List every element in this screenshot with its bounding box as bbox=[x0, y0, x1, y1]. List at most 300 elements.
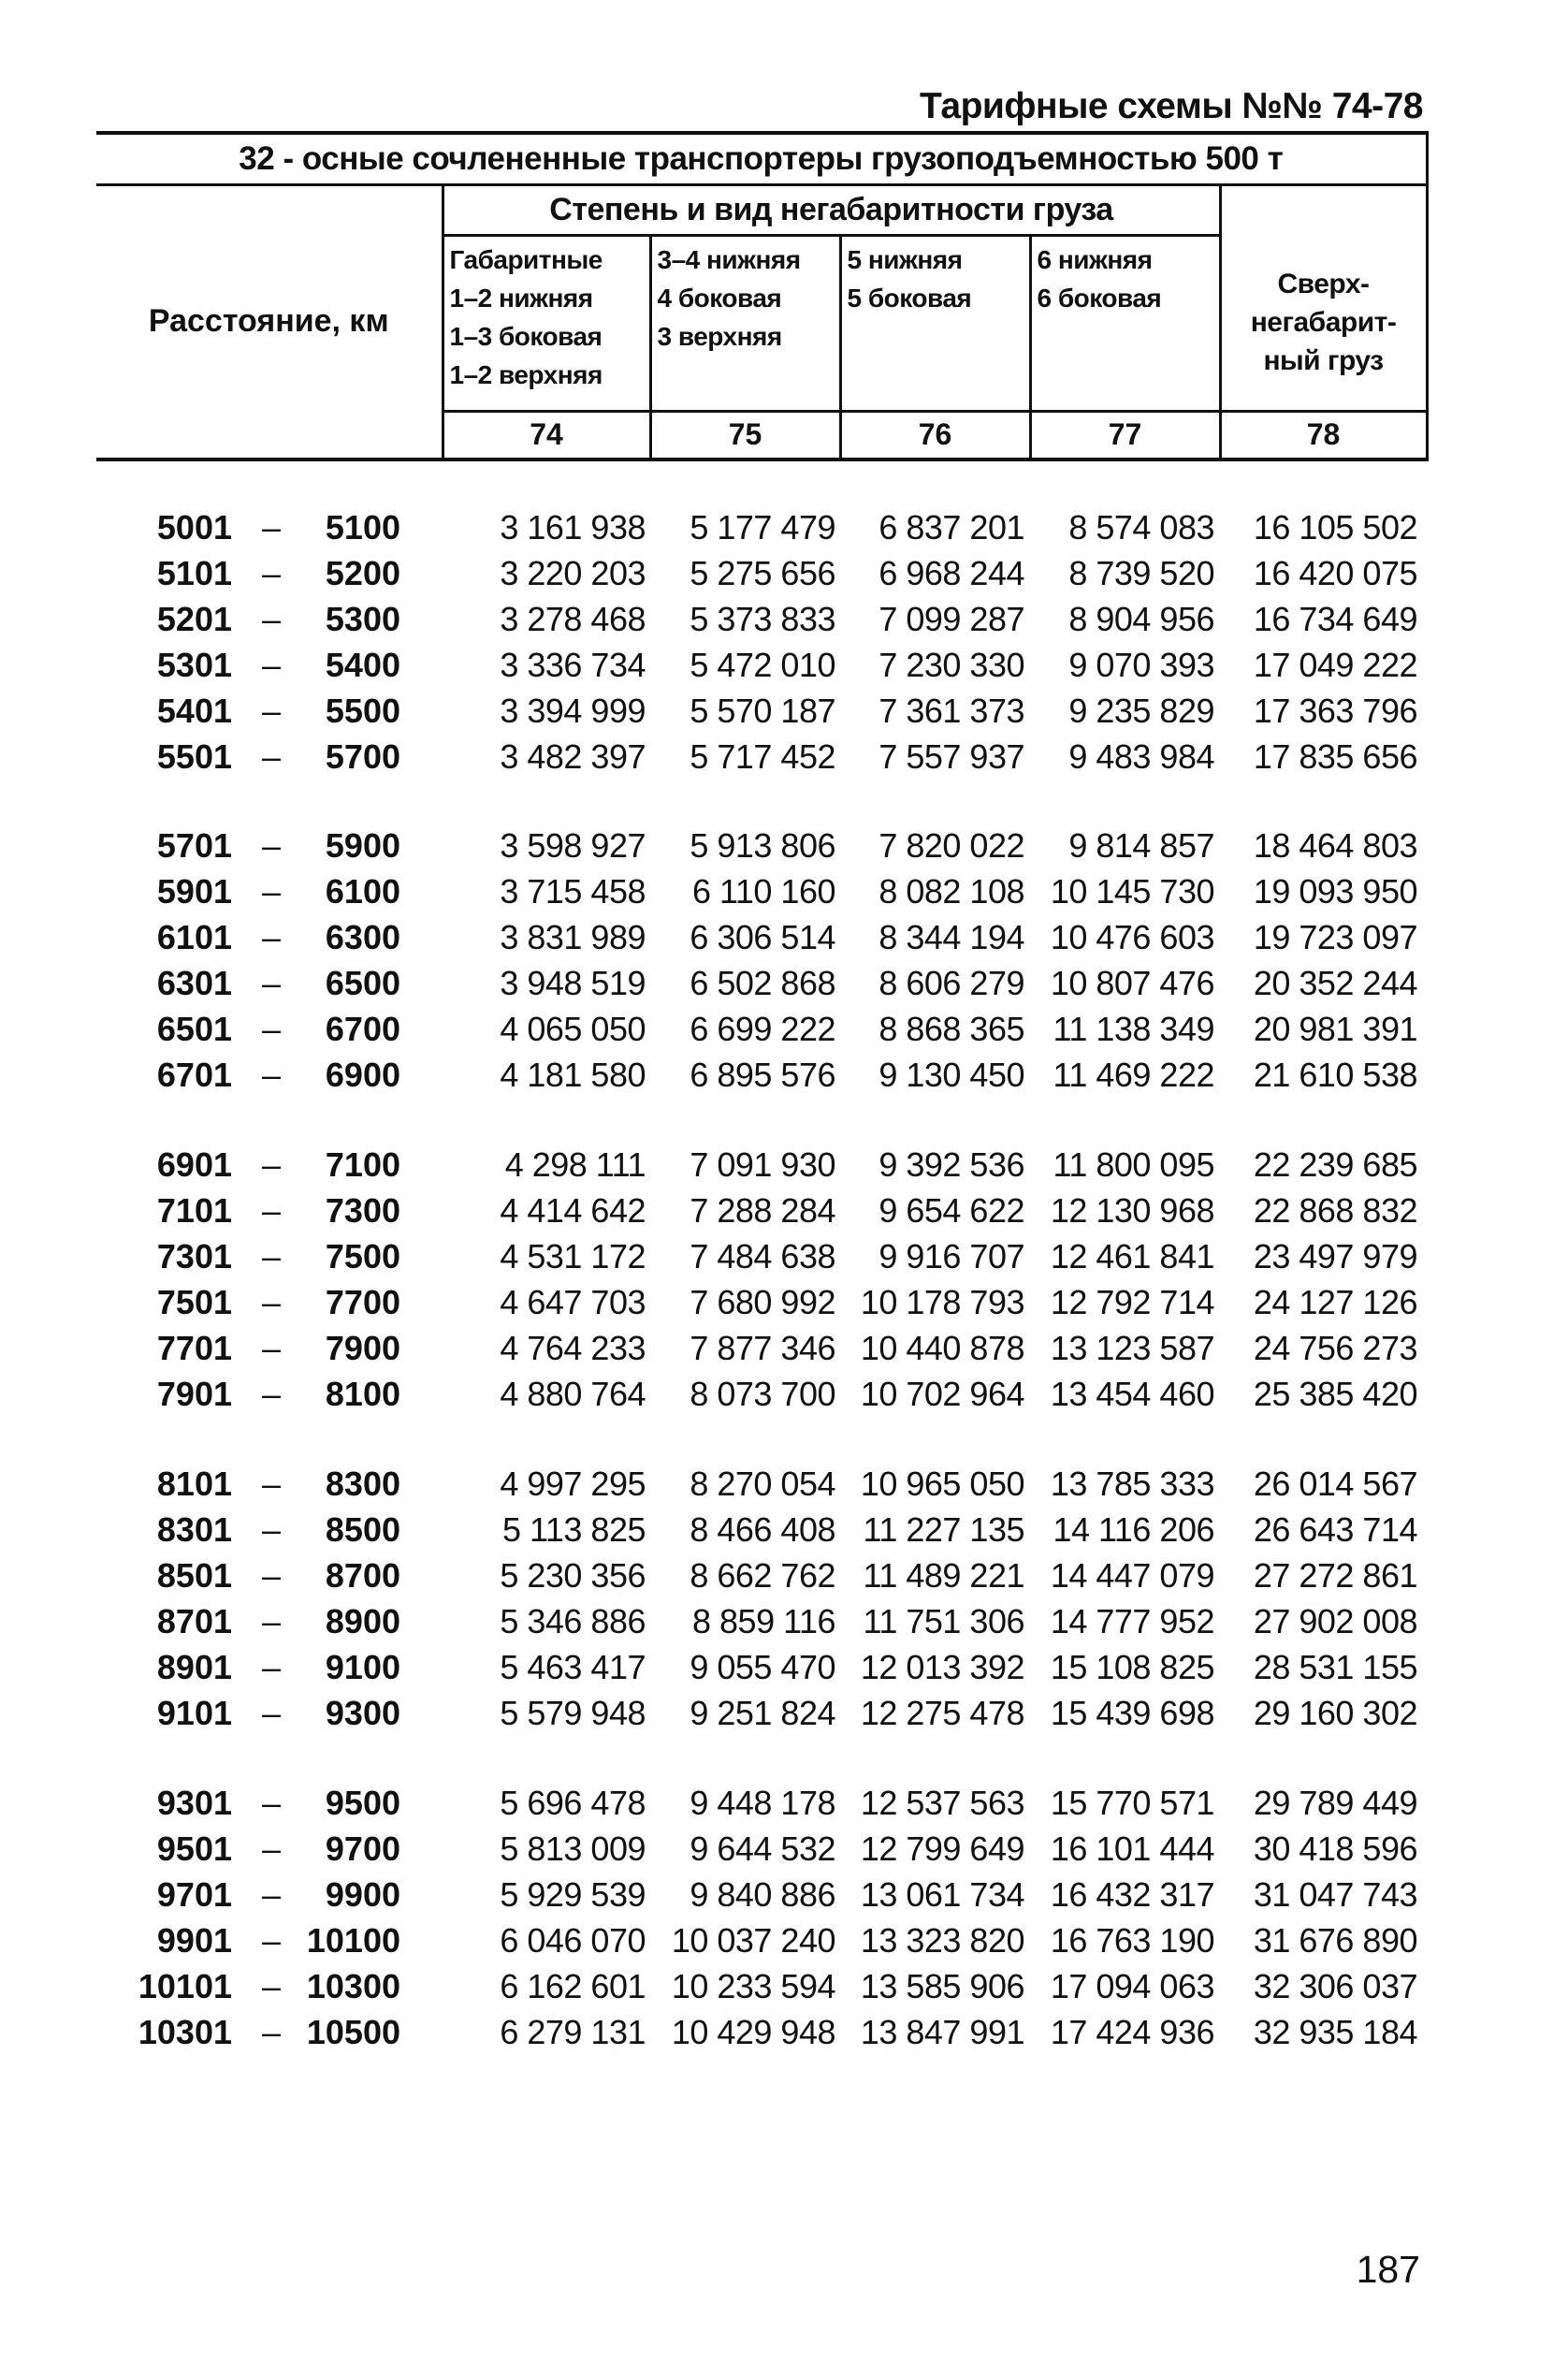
table-row bbox=[0, 2010, 1568, 2055]
tariff-76: 8 868 365 bbox=[878, 1010, 1024, 1048]
distance-from: 9701 bbox=[156, 1875, 232, 1914]
tariff-78: 25 385 420 bbox=[1253, 1375, 1417, 1413]
tariff-78: 16 105 502 bbox=[1253, 508, 1417, 547]
distance-to: 6700 bbox=[325, 1010, 400, 1048]
distance-to: 10300 bbox=[306, 1967, 400, 2005]
distance-from: 7101 bbox=[156, 1191, 232, 1230]
range-dash: – bbox=[262, 1510, 282, 1549]
tariff-74: 5 346 886 bbox=[500, 1602, 646, 1640]
range-dash: – bbox=[262, 646, 282, 684]
tariff-75: 5 913 806 bbox=[690, 826, 835, 865]
distance-to: 8500 bbox=[325, 1510, 400, 1549]
tariff-76: 7 230 330 bbox=[878, 646, 1024, 684]
tariff-77: 9 483 984 bbox=[1068, 737, 1214, 776]
tariff-78: 32 306 037 bbox=[1253, 1967, 1417, 2005]
tariff-74: 3 598 927 bbox=[500, 826, 646, 865]
tariff-78: 27 902 008 bbox=[1253, 1602, 1417, 1640]
distance-to: 8900 bbox=[325, 1602, 400, 1640]
tariff-77: 9 814 857 bbox=[1068, 826, 1214, 865]
tariff-75: 9 840 886 bbox=[690, 1875, 835, 1914]
distance-from: 9301 bbox=[156, 1784, 232, 1822]
tariff-75: 5 570 187 bbox=[690, 692, 835, 730]
tariff-77: 9 070 393 bbox=[1068, 646, 1214, 684]
distance-to: 7300 bbox=[325, 1191, 400, 1230]
tariff-75: 5 177 479 bbox=[690, 508, 835, 547]
distance-to: 7700 bbox=[325, 1283, 400, 1321]
tariff-78: 20 981 391 bbox=[1253, 1010, 1417, 1048]
distance-from: 5301 bbox=[156, 646, 232, 684]
tariff-78: 28 531 155 bbox=[1253, 1648, 1417, 1686]
distance-to: 5200 bbox=[325, 554, 400, 592]
tariff-74: 3 161 938 bbox=[500, 508, 646, 547]
tariff-76: 12 275 478 bbox=[860, 1694, 1024, 1732]
tariff-75: 10 429 948 bbox=[671, 2013, 835, 2051]
table-row bbox=[0, 1188, 1568, 1233]
tariff-75: 7 288 284 bbox=[690, 1191, 835, 1230]
category-line: 3 верхняя bbox=[657, 321, 782, 351]
distance-from: 8501 bbox=[156, 1556, 232, 1595]
tariff-77: 14 447 079 bbox=[1050, 1556, 1214, 1595]
tariff-78: 31 676 890 bbox=[1253, 1921, 1417, 1960]
table-row bbox=[0, 735, 1568, 780]
tariff-75: 8 662 762 bbox=[690, 1556, 835, 1595]
distance-to: 5500 bbox=[325, 692, 400, 730]
distance-to: 8100 bbox=[325, 1375, 400, 1413]
table-row bbox=[0, 824, 1568, 868]
tariff-75: 6 306 514 bbox=[690, 918, 835, 956]
category-line: 6 боковая bbox=[1037, 283, 1162, 313]
tariff-78: 19 723 097 bbox=[1253, 918, 1417, 956]
range-dash: – bbox=[262, 692, 282, 730]
distance-from: 5101 bbox=[156, 554, 232, 592]
distance-from: 10301 bbox=[138, 2013, 232, 2051]
tariff-77: 9 235 829 bbox=[1068, 692, 1214, 730]
range-dash: – bbox=[262, 1010, 282, 1048]
tariff-76: 7 820 022 bbox=[878, 826, 1024, 865]
tariff-74: 5 113 825 bbox=[502, 1510, 646, 1549]
distance-to: 9500 bbox=[325, 1784, 400, 1822]
category-line: 3–4 нижняя bbox=[657, 244, 801, 274]
category-line: 4 боковая bbox=[657, 283, 782, 313]
range-dash: – bbox=[262, 1145, 282, 1184]
range-dash: – bbox=[262, 964, 282, 1002]
page-number: 187 bbox=[1356, 2248, 1420, 2291]
distance-to: 9100 bbox=[325, 1648, 400, 1686]
range-dash: – bbox=[262, 554, 282, 592]
table-row bbox=[0, 1280, 1568, 1325]
table-row bbox=[0, 505, 1568, 550]
tariff-78: 24 127 126 bbox=[1253, 1283, 1417, 1321]
range-dash: – bbox=[262, 1694, 282, 1732]
tariff-78: 22 868 832 bbox=[1253, 1191, 1417, 1230]
distance-from: 8901 bbox=[156, 1648, 232, 1686]
tariff-74: 4 647 703 bbox=[500, 1283, 646, 1321]
range-dash: – bbox=[262, 1556, 282, 1595]
distance-to: 7900 bbox=[325, 1329, 400, 1367]
tariff-78: 18 464 803 bbox=[1253, 826, 1417, 865]
range-dash: – bbox=[262, 1191, 282, 1230]
category-header-76 bbox=[840, 235, 1030, 411]
tariff-76: 11 751 306 bbox=[863, 1602, 1024, 1640]
tariff-76: 13 323 820 bbox=[860, 1921, 1024, 1960]
tariff-77: 15 108 825 bbox=[1050, 1648, 1214, 1686]
distance-to: 6100 bbox=[325, 872, 400, 911]
distance-from: 8101 bbox=[156, 1465, 232, 1503]
tariff-75: 10 233 594 bbox=[671, 1967, 835, 2005]
distance-from: 9501 bbox=[156, 1829, 232, 1868]
category-header-74 bbox=[443, 235, 650, 411]
distance-from: 9901 bbox=[156, 1921, 232, 1960]
tariff-76: 10 965 050 bbox=[860, 1465, 1024, 1503]
tariff-78: 16 734 649 bbox=[1253, 600, 1417, 638]
table-row bbox=[0, 1645, 1568, 1690]
table-row bbox=[0, 1372, 1568, 1417]
distance-to: 9700 bbox=[325, 1829, 400, 1868]
tariff-76: 9 130 450 bbox=[878, 1056, 1024, 1094]
category-line: Габаритные bbox=[449, 244, 603, 274]
tariff-74: 5 463 417 bbox=[500, 1648, 646, 1686]
distance-from: 6701 bbox=[156, 1056, 232, 1094]
tariff-75: 5 472 010 bbox=[690, 646, 835, 684]
tariff-78: 20 352 244 bbox=[1253, 964, 1417, 1002]
tariff-77: 8 904 956 bbox=[1068, 600, 1214, 638]
tariff-75: 7 877 346 bbox=[690, 1329, 835, 1367]
category-line: 1–3 боковая bbox=[449, 321, 603, 351]
category-header-75 bbox=[650, 235, 840, 411]
tariff-78: 17 049 222 bbox=[1253, 646, 1417, 684]
tariff-75: 7 484 638 bbox=[690, 1237, 835, 1275]
scheme-number-75: 75 bbox=[650, 411, 840, 459]
category-line: 1–2 верхняя bbox=[449, 359, 603, 389]
tariff-77: 10 807 476 bbox=[1050, 964, 1214, 1002]
table-row bbox=[0, 869, 1568, 914]
distance-from: 10101 bbox=[138, 1967, 232, 2005]
range-dash: – bbox=[262, 508, 282, 547]
distance-from: 7901 bbox=[156, 1375, 232, 1413]
category-line: Сверх- bbox=[1277, 268, 1370, 299]
distance-from: 6301 bbox=[156, 964, 232, 1002]
distance-from: 7701 bbox=[156, 1329, 232, 1367]
tariff-75: 9 055 470 bbox=[690, 1648, 835, 1686]
tariff-75: 9 251 824 bbox=[690, 1694, 835, 1732]
tariff-75: 8 073 700 bbox=[690, 1375, 835, 1413]
tariff-77: 12 130 968 bbox=[1050, 1191, 1214, 1230]
tariff-77: 17 424 936 bbox=[1050, 2013, 1214, 2051]
tariff-77: 8 739 520 bbox=[1068, 554, 1214, 592]
tariff-75: 6 502 868 bbox=[690, 964, 835, 1002]
tariff-74: 3 948 519 bbox=[500, 964, 646, 1002]
tariff-74: 4 414 642 bbox=[500, 1191, 646, 1230]
tariff-75: 7 091 930 bbox=[690, 1145, 835, 1184]
tariff-78: 21 610 538 bbox=[1253, 1056, 1417, 1094]
tariff-74: 4 181 580 bbox=[500, 1056, 646, 1094]
table-row bbox=[0, 961, 1568, 1006]
range-dash: – bbox=[262, 1875, 282, 1914]
distance-from: 5901 bbox=[156, 872, 232, 911]
range-dash: – bbox=[262, 1375, 282, 1413]
tariff-75: 8 466 408 bbox=[690, 1510, 835, 1549]
tariff-74: 5 696 478 bbox=[500, 1784, 646, 1822]
category-line: негабарит- bbox=[1250, 306, 1397, 338]
tariff-77: 16 763 190 bbox=[1050, 1921, 1214, 1960]
tariff-78: 27 272 861 bbox=[1253, 1556, 1417, 1595]
tariff-76: 9 916 707 bbox=[878, 1237, 1024, 1275]
tariff-78: 17 835 656 bbox=[1253, 737, 1417, 776]
tariff-77: 14 116 206 bbox=[1053, 1510, 1214, 1549]
tariff-74: 3 715 458 bbox=[500, 872, 646, 911]
tariff-74: 3 831 989 bbox=[500, 918, 646, 956]
tariff-76: 8 344 194 bbox=[878, 918, 1024, 956]
tariff-74: 3 394 999 bbox=[500, 692, 646, 730]
tariff-77: 16 432 317 bbox=[1050, 1875, 1214, 1914]
distance-to: 10500 bbox=[306, 2013, 400, 2051]
distance-to: 5900 bbox=[325, 826, 400, 865]
tariff-75: 6 110 160 bbox=[692, 872, 835, 911]
category-header-77 bbox=[1030, 235, 1220, 411]
tariff-76: 13 585 906 bbox=[860, 1967, 1024, 2005]
scheme-number-74: 74 bbox=[443, 411, 650, 459]
tariff-76: 10 702 964 bbox=[860, 1375, 1024, 1413]
tariff-74: 3 336 734 bbox=[500, 646, 646, 684]
category-line: 5 боковая bbox=[847, 283, 972, 313]
distance-from: 6501 bbox=[156, 1010, 232, 1048]
tariff-77: 8 574 083 bbox=[1068, 508, 1214, 547]
tariff-77: 13 123 587 bbox=[1050, 1329, 1214, 1367]
table-row bbox=[0, 1053, 1568, 1098]
distance-column-header: Расстояние, км bbox=[96, 184, 443, 459]
table-row bbox=[0, 1508, 1568, 1552]
tariff-table-header bbox=[96, 131, 1429, 461]
table-row bbox=[0, 597, 1568, 642]
tariff-77: 15 439 698 bbox=[1050, 1694, 1214, 1732]
category-line: 6 нижняя bbox=[1037, 244, 1153, 274]
range-dash: – bbox=[262, 2013, 282, 2051]
table-row bbox=[0, 1326, 1568, 1371]
distance-to: 5700 bbox=[325, 737, 400, 776]
distance-to: 9300 bbox=[325, 1694, 400, 1732]
tariff-76: 11 227 135 bbox=[863, 1510, 1024, 1549]
tariff-75: 9 448 178 bbox=[690, 1784, 835, 1822]
distance-from: 6101 bbox=[156, 918, 232, 956]
distance-from: 5501 bbox=[156, 737, 232, 776]
tariff-74: 4 997 295 bbox=[500, 1465, 646, 1503]
category-line: ный груз bbox=[1263, 344, 1384, 376]
range-dash: – bbox=[262, 1921, 282, 1960]
tariff-77: 13 454 460 bbox=[1050, 1375, 1214, 1413]
scheme-number-76: 76 bbox=[840, 411, 1030, 459]
tariff-75: 5 717 452 bbox=[690, 737, 835, 776]
range-dash: – bbox=[262, 872, 282, 911]
tariff-78: 23 497 979 bbox=[1253, 1237, 1417, 1275]
table-row bbox=[0, 1553, 1568, 1598]
distance-to: 7500 bbox=[325, 1237, 400, 1275]
range-dash: – bbox=[262, 1056, 282, 1094]
range-dash: – bbox=[262, 1329, 282, 1367]
table-row bbox=[0, 1691, 1568, 1736]
tariff-78: 16 420 075 bbox=[1253, 554, 1417, 592]
distance-to: 8700 bbox=[325, 1556, 400, 1595]
tariff-78: 17 363 796 bbox=[1253, 692, 1417, 730]
tariff-77: 12 792 714 bbox=[1050, 1283, 1214, 1321]
tariff-76: 13 847 991 bbox=[860, 2013, 1024, 2051]
tariff-76: 10 440 878 bbox=[860, 1329, 1024, 1367]
tariff-76: 7 099 287 bbox=[878, 600, 1024, 638]
distance-to: 6900 bbox=[325, 1056, 400, 1094]
table-row bbox=[0, 689, 1568, 734]
distance-from: 9101 bbox=[156, 1694, 232, 1732]
table-row bbox=[0, 1143, 1568, 1188]
distance-to: 5400 bbox=[325, 646, 400, 684]
tariff-78: 26 643 714 bbox=[1253, 1510, 1417, 1549]
distance-from: 5401 bbox=[156, 692, 232, 730]
tariff-77: 11 800 095 bbox=[1053, 1145, 1214, 1184]
tariff-74: 5 813 009 bbox=[500, 1829, 646, 1868]
table-row bbox=[0, 915, 1568, 960]
category-header-78 bbox=[1220, 235, 1427, 411]
tariff-75: 8 270 054 bbox=[690, 1465, 835, 1503]
distance-to: 6500 bbox=[325, 964, 400, 1002]
tariff-77: 12 461 841 bbox=[1050, 1237, 1214, 1275]
distance-from: 7501 bbox=[156, 1283, 232, 1321]
table-row bbox=[0, 551, 1568, 596]
tariff-78: 32 935 184 bbox=[1253, 2013, 1417, 2051]
page-header-title: Тарифные схемы №№ 74-78 bbox=[920, 86, 1423, 126]
distance-to: 6300 bbox=[325, 918, 400, 956]
range-dash: – bbox=[262, 1784, 282, 1822]
group-header: Степень и вид негабаритности груза bbox=[443, 184, 1220, 235]
tariff-76: 12 537 563 bbox=[860, 1784, 1024, 1822]
tariff-75: 10 037 240 bbox=[671, 1921, 835, 1960]
tariff-77: 11 138 349 bbox=[1053, 1010, 1214, 1048]
tariff-74: 4 880 764 bbox=[500, 1375, 646, 1413]
tariff-77: 14 777 952 bbox=[1050, 1602, 1214, 1640]
tariff-77: 16 101 444 bbox=[1050, 1829, 1214, 1868]
range-dash: – bbox=[262, 1829, 282, 1868]
range-dash: – bbox=[262, 1602, 282, 1640]
table-row bbox=[0, 1781, 1568, 1826]
tariff-74: 4 764 233 bbox=[500, 1329, 646, 1367]
range-dash: – bbox=[262, 737, 282, 776]
tariff-76: 8 606 279 bbox=[878, 964, 1024, 1002]
range-dash: – bbox=[262, 918, 282, 956]
tariff-75: 6 699 222 bbox=[690, 1010, 835, 1048]
tariff-75: 8 859 116 bbox=[692, 1602, 835, 1640]
range-dash: – bbox=[262, 1465, 282, 1503]
tariff-74: 4 531 172 bbox=[500, 1237, 646, 1275]
table-row bbox=[0, 1873, 1568, 1917]
distance-from: 5701 bbox=[156, 826, 232, 865]
table-row bbox=[0, 1918, 1568, 1963]
tariff-77: 15 770 571 bbox=[1050, 1784, 1214, 1822]
tariff-74: 3 220 203 bbox=[500, 554, 646, 592]
scheme-number-78: 78 bbox=[1220, 411, 1427, 459]
tariff-75: 5 275 656 bbox=[690, 554, 835, 592]
tariff-78: 22 239 685 bbox=[1253, 1145, 1417, 1184]
tariff-75: 7 680 992 bbox=[690, 1283, 835, 1321]
tariff-76: 9 392 536 bbox=[878, 1145, 1024, 1184]
tariff-74: 6 046 070 bbox=[500, 1921, 646, 1960]
tariff-77: 17 094 063 bbox=[1050, 1967, 1214, 2005]
tariff-76: 7 557 937 bbox=[878, 737, 1024, 776]
range-dash: – bbox=[262, 1237, 282, 1275]
range-dash: – bbox=[262, 1648, 282, 1686]
tariff-78: 29 789 449 bbox=[1253, 1784, 1417, 1822]
distance-from: 7301 bbox=[156, 1237, 232, 1275]
category-line: 5 нижняя bbox=[847, 244, 963, 274]
tariff-74: 5 579 948 bbox=[500, 1694, 646, 1732]
tariff-74: 5 929 539 bbox=[500, 1875, 646, 1914]
tariff-76: 12 013 392 bbox=[860, 1648, 1024, 1686]
distance-to: 8300 bbox=[325, 1465, 400, 1503]
tariff-78: 30 418 596 bbox=[1253, 1829, 1417, 1868]
tariff-76: 13 061 734 bbox=[860, 1875, 1024, 1914]
table-row bbox=[0, 1964, 1568, 2009]
tariff-78: 26 014 567 bbox=[1253, 1465, 1417, 1503]
tariff-75: 5 373 833 bbox=[690, 600, 835, 638]
range-dash: – bbox=[262, 600, 282, 638]
table-row bbox=[0, 1827, 1568, 1872]
range-dash: – bbox=[262, 1283, 282, 1321]
tariff-77: 13 785 333 bbox=[1050, 1465, 1214, 1503]
distance-from: 8301 bbox=[156, 1510, 232, 1549]
distance-from: 5201 bbox=[156, 600, 232, 638]
tariff-76: 9 654 622 bbox=[878, 1191, 1024, 1230]
distance-to: 9900 bbox=[325, 1875, 400, 1914]
table-row bbox=[0, 643, 1568, 688]
tariff-74: 6 279 131 bbox=[500, 2013, 646, 2051]
tariff-78: 19 093 950 bbox=[1253, 872, 1417, 911]
table-row bbox=[0, 1462, 1568, 1507]
tariff-78: 29 160 302 bbox=[1253, 1694, 1417, 1732]
table-caption: 32 - осные сочлененные транспортеры грузоподъемностью 500 т bbox=[96, 133, 1427, 184]
tariff-76: 6 837 201 bbox=[878, 508, 1024, 547]
tariff-77: 10 145 730 bbox=[1050, 872, 1214, 911]
tariff-78: 31 047 743 bbox=[1253, 1875, 1417, 1914]
distance-from: 8701 bbox=[156, 1602, 232, 1640]
table-row bbox=[0, 1599, 1568, 1644]
tariff-76: 7 361 373 bbox=[878, 692, 1024, 730]
table-row bbox=[0, 1234, 1568, 1279]
tariff-77: 10 476 603 bbox=[1050, 918, 1214, 956]
tariff-76: 8 082 108 bbox=[878, 872, 1024, 911]
tariff-75: 6 895 576 bbox=[690, 1056, 835, 1094]
tariff-74: 4 298 111 bbox=[504, 1145, 646, 1184]
tariff-76: 11 489 221 bbox=[863, 1556, 1024, 1595]
tariff-74: 3 482 397 bbox=[500, 737, 646, 776]
tariff-76: 6 968 244 bbox=[878, 554, 1024, 592]
group-header-spacer bbox=[1220, 184, 1427, 235]
tariff-76: 12 799 649 bbox=[860, 1829, 1024, 1868]
table-row bbox=[0, 1007, 1568, 1052]
distance-from: 5001 bbox=[156, 508, 232, 547]
range-dash: – bbox=[262, 826, 282, 865]
distance-from: 6901 bbox=[156, 1145, 232, 1184]
tariff-74: 6 162 601 bbox=[500, 1967, 646, 2005]
tariff-74: 5 230 356 bbox=[500, 1556, 646, 1595]
tariff-74: 4 065 050 bbox=[500, 1010, 646, 1048]
distance-to: 5300 bbox=[325, 600, 400, 638]
distance-to: 10100 bbox=[306, 1921, 400, 1960]
range-dash: – bbox=[262, 1967, 282, 2005]
category-line: 1–2 нижняя bbox=[449, 283, 593, 313]
tariff-76: 10 178 793 bbox=[860, 1283, 1024, 1321]
tariff-75: 9 644 532 bbox=[690, 1829, 835, 1868]
distance-to: 5100 bbox=[325, 508, 400, 547]
tariff-74: 3 278 468 bbox=[500, 600, 646, 638]
scheme-number-77: 77 bbox=[1030, 411, 1220, 459]
tariff-77: 11 469 222 bbox=[1053, 1056, 1214, 1094]
distance-to: 7100 bbox=[325, 1145, 400, 1184]
